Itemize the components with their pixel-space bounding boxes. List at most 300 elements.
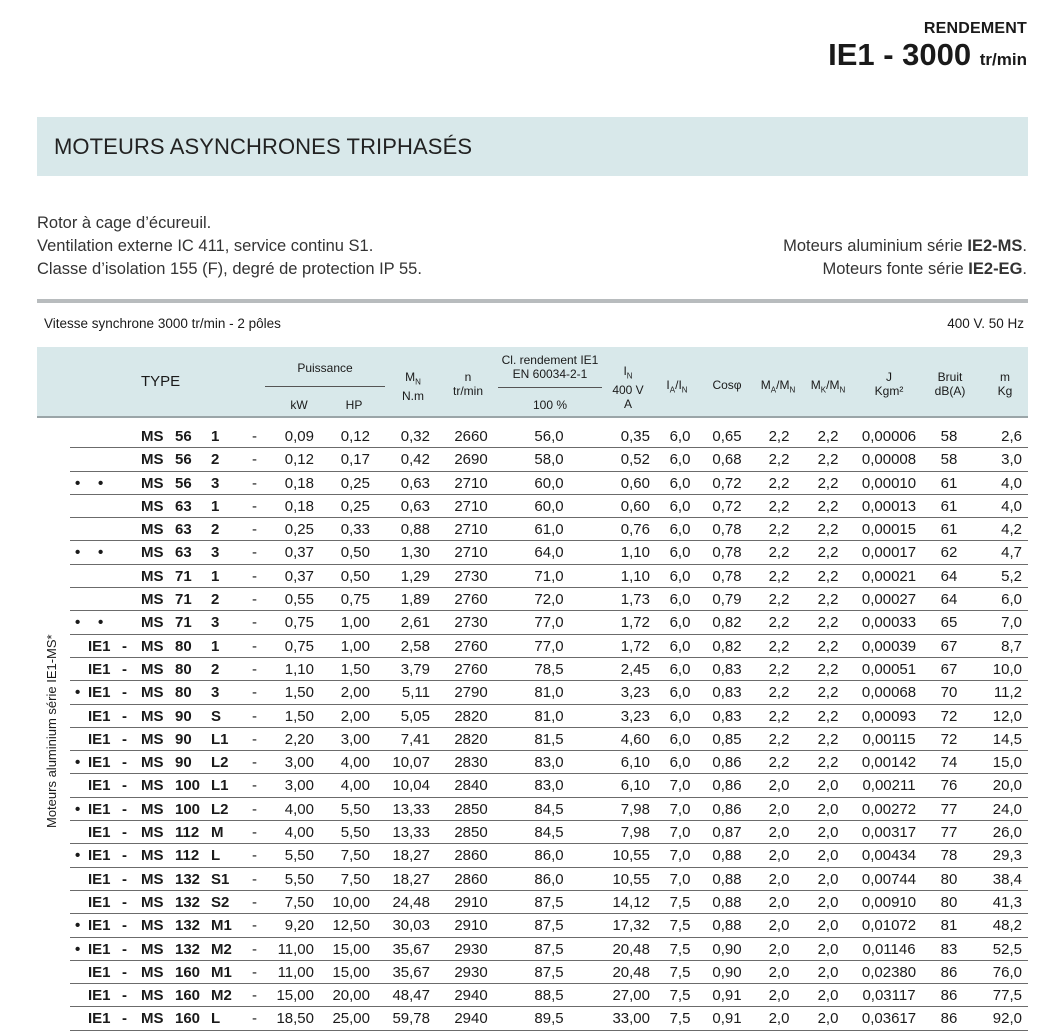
power-factor: 0,88 [712, 893, 742, 911]
ia-in-ratio: 6,0 [669, 428, 691, 445]
rated-torque: 0,32 [400, 428, 430, 445]
side-series-label: Moteurs aluminium série IE1-MS* [44, 634, 59, 828]
col-hp: HP [345, 398, 363, 412]
efficiency-value: 87,5 [534, 893, 564, 911]
power-factor: 0,88 [712, 917, 742, 935]
mk-mn-ratio: 2,2 [817, 730, 839, 748]
type-dash: - [122, 870, 127, 888]
efficiency-value: 87,5 [534, 917, 564, 935]
inertia: 0,00068 [861, 684, 917, 702]
type-dash: - [122, 660, 127, 678]
rated-torque: 13,33 [392, 800, 430, 818]
ma-mn-ratio: 2,0 [768, 917, 790, 935]
rated-current: 1,10 [620, 567, 650, 585]
rated-current: 7,98 [620, 800, 650, 818]
efficiency-value: 88,5 [534, 987, 564, 1005]
rated-current: 0,52 [620, 451, 650, 469]
mass-kg: 48,2 [992, 917, 1022, 935]
power-factor: 0,86 [712, 777, 742, 795]
frame-size: 132 [175, 940, 201, 958]
intro-line: Ventilation externe IC 411, service continu S1. [37, 237, 374, 255]
power-factor: 0,86 [712, 754, 742, 772]
ia-in-ratio: 7,5 [669, 963, 691, 981]
table-row [70, 774, 1028, 797]
variant-code: 3 [211, 614, 220, 632]
power-factor: 0,90 [712, 940, 742, 958]
bullet-mark: • [75, 754, 81, 772]
speed-rpm: 2790 [454, 684, 488, 702]
power-hp: 3,00 [340, 730, 370, 748]
power-hp: 7,50 [340, 870, 370, 888]
power-factor: 0,88 [712, 870, 742, 888]
type-dash: - [122, 917, 127, 935]
header-title-main: IE1 - 3000 [828, 37, 972, 72]
type-dash: - [252, 451, 257, 469]
section-banner [37, 117, 1028, 176]
table-row [70, 751, 1028, 774]
noise-db: 76 [940, 777, 958, 795]
ma-mn-ratio: 2,2 [768, 474, 790, 492]
speed-rpm: 2710 [454, 544, 488, 562]
efficiency-class: IE1 [88, 893, 111, 911]
ma-mn-ratio: 2,2 [768, 451, 790, 469]
ia-in-ratio: 7,5 [669, 1010, 691, 1028]
ma-mn-ratio: 2,0 [768, 847, 790, 865]
series-code: MS [141, 847, 164, 865]
inertia: 0,03617 [861, 1010, 917, 1028]
frame-size: 63 [175, 521, 192, 539]
series-code: MS [141, 660, 164, 678]
table-row [70, 1007, 1028, 1030]
mass-kg: 4,7 [1001, 544, 1022, 562]
bullet-mark: • [75, 847, 81, 865]
efficiency-value: 84,5 [534, 800, 564, 818]
speed-rpm: 2710 [454, 474, 488, 492]
table-row [70, 844, 1028, 867]
variant-code: M [211, 824, 224, 842]
power-hp: 25,00 [332, 1010, 370, 1028]
frame-size: 160 [175, 1010, 201, 1028]
series-code: MS [141, 544, 164, 562]
type-dash: - [122, 730, 127, 748]
efficiency-value: 81,0 [534, 684, 564, 702]
power-hp: 1,00 [340, 637, 370, 655]
divider-rule [37, 299, 1028, 303]
noise-db: 70 [940, 684, 958, 702]
ma-mn-ratio: 2,0 [768, 1010, 790, 1028]
rated-torque: 0,88 [400, 521, 430, 539]
rated-current: 17,32 [612, 917, 650, 935]
intro-line: Classe d’isolation 155 (F), degré de protection IP 55. [37, 260, 422, 278]
variant-code: 3 [211, 544, 220, 562]
ia-in-ratio: 7,5 [669, 893, 691, 911]
noise-db: 67 [940, 660, 958, 678]
speed-rpm: 2730 [454, 567, 488, 585]
mass-kg: 77,5 [992, 987, 1022, 1005]
frame-size: 100 [175, 800, 201, 818]
power-hp: 12,50 [332, 917, 370, 935]
series-code: MS [141, 497, 164, 515]
rated-torque: 18,27 [392, 847, 430, 865]
rated-current: 0,60 [620, 474, 650, 492]
inertia: 0,00010 [861, 474, 917, 492]
mass-kg: 5,2 [1001, 567, 1022, 585]
ma-mn-ratio: 2,2 [768, 544, 790, 562]
mass-kg: 2,6 [1001, 428, 1022, 445]
type-dash: - [252, 614, 257, 632]
type-dash: - [252, 730, 257, 748]
frame-size: 80 [175, 637, 192, 655]
ma-mn-ratio: 2,0 [768, 777, 790, 795]
inertia: 0,00093 [861, 707, 917, 725]
mk-mn-ratio: 2,2 [817, 451, 839, 469]
efficiency-value: 56,0 [534, 428, 564, 445]
type-dash: - [252, 847, 257, 865]
rated-torque: 30,03 [392, 917, 430, 935]
inertia: 0,00013 [861, 497, 917, 515]
noise-db: 61 [940, 521, 958, 539]
power-hp: 0,17 [340, 451, 370, 469]
mass-kg: 10,0 [992, 660, 1022, 678]
mass-kg: 15,0 [992, 754, 1022, 772]
table-row [70, 611, 1028, 634]
power-hp: 2,00 [340, 707, 370, 725]
type-dash: - [122, 637, 127, 655]
ia-in-ratio: 7,0 [669, 800, 691, 818]
speed-rpm: 2710 [454, 497, 488, 515]
type-dash: - [252, 684, 257, 702]
speed-rpm: 2690 [454, 451, 488, 469]
power-factor: 0,83 [712, 660, 742, 678]
noise-db: 65 [940, 614, 958, 632]
series-code: MS [141, 870, 164, 888]
type-dash: - [252, 777, 257, 795]
power-factor: 0,87 [712, 824, 742, 842]
ia-in-ratio: 6,0 [669, 754, 691, 772]
mk-mn-ratio: 2,2 [817, 428, 839, 445]
ma-mn-ratio: 2,0 [768, 800, 790, 818]
variant-code: 1 [211, 428, 220, 445]
power-kw: 5,50 [284, 847, 314, 865]
speed-rpm: 2850 [454, 824, 488, 842]
col-mass: m Kg [997, 370, 1013, 398]
noise-db: 58 [940, 428, 958, 445]
ia-in-ratio: 6,0 [669, 521, 691, 539]
variant-code: M2 [211, 940, 232, 958]
power-factor: 0,91 [712, 987, 742, 1005]
power-factor: 0,68 [712, 451, 742, 469]
ia-in-ratio: 6,0 [669, 707, 691, 725]
intro-right-series: IE2-EG [968, 260, 1023, 278]
ma-mn-ratio: 2,2 [768, 660, 790, 678]
mk-mn-ratio: 2,0 [817, 1010, 839, 1028]
series-code: MS [141, 800, 164, 818]
power-factor: 0,78 [712, 567, 742, 585]
table-body [70, 425, 1028, 1031]
frame-size: 56 [175, 451, 192, 469]
type-dash: - [252, 940, 257, 958]
series-code: MS [141, 567, 164, 585]
efficiency-class: IE1 [88, 1010, 111, 1028]
rated-current: 27,00 [612, 987, 650, 1005]
ia-in-ratio: 6,0 [669, 451, 691, 469]
power-kw: 9,20 [284, 917, 314, 935]
mass-kg: 38,4 [992, 870, 1022, 888]
bullet-mark: • [75, 614, 81, 632]
inertia: 0,00008 [861, 451, 917, 469]
power-hp: 4,00 [340, 777, 370, 795]
variant-code: 2 [211, 660, 220, 678]
efficiency-class: IE1 [88, 917, 111, 935]
power-factor: 0,72 [712, 474, 742, 492]
rated-current: 3,23 [620, 684, 650, 702]
frame-size: 160 [175, 963, 201, 981]
rated-current: 10,55 [612, 847, 650, 865]
table-row [70, 635, 1028, 658]
ma-mn-ratio: 2,2 [768, 730, 790, 748]
mass-kg: 7,0 [1001, 614, 1022, 632]
efficiency-value: 64,0 [534, 544, 564, 562]
variant-code: 1 [211, 637, 220, 655]
power-kw: 1,10 [284, 660, 314, 678]
mass-kg: 24,0 [992, 800, 1022, 818]
frame-size: 71 [175, 567, 192, 585]
mass-kg: 20,0 [992, 777, 1022, 795]
noise-db: 62 [940, 544, 958, 562]
ia-in-ratio: 6,0 [669, 660, 691, 678]
power-kw: 0,75 [284, 614, 314, 632]
type-dash: - [252, 870, 257, 888]
ia-in-ratio: 6,0 [669, 684, 691, 702]
power-kw: 5,50 [284, 870, 314, 888]
mk-mn-ratio: 2,2 [817, 637, 839, 655]
mass-kg: 4,0 [1001, 497, 1022, 515]
type-dash: - [252, 707, 257, 725]
speed-rpm: 2940 [454, 987, 488, 1005]
col-ma-mn: $M_A/M_N$ [760, 378, 796, 395]
ma-mn-ratio: 2,2 [768, 754, 790, 772]
power-kw: 0,18 [284, 497, 314, 515]
variant-code: S [211, 707, 222, 725]
series-code: MS [141, 521, 164, 539]
efficiency-class: IE1 [88, 637, 111, 655]
mk-mn-ratio: 2,0 [817, 963, 839, 981]
power-factor: 0,85 [712, 730, 742, 748]
efficiency-value: 77,0 [534, 637, 564, 655]
mk-mn-ratio: 2,2 [817, 614, 839, 632]
ia-in-ratio: 7,0 [669, 870, 691, 888]
col-efficiency-underline [498, 387, 602, 388]
ia-in-ratio: 6,0 [669, 591, 691, 609]
power-kw: 0,37 [284, 567, 314, 585]
type-dash: - [252, 544, 257, 562]
frame-size: 132 [175, 870, 201, 888]
speed-rpm: 2820 [454, 730, 488, 748]
power-kw: 7,50 [284, 893, 314, 911]
ma-mn-ratio: 2,2 [768, 497, 790, 515]
efficiency-value: 84,5 [534, 824, 564, 842]
frame-size: 80 [175, 684, 192, 702]
power-kw: 0,75 [284, 637, 314, 655]
variant-code: 1 [211, 567, 220, 585]
col-efficiency-unit: 100 % [532, 398, 568, 412]
mass-kg: 92,0 [992, 1010, 1022, 1028]
rated-current: 1,72 [620, 637, 650, 655]
intro-right-series: IE2-MS [967, 237, 1023, 255]
type-dash: - [252, 660, 257, 678]
bullet-mark: • [75, 917, 81, 935]
variant-code: S1 [211, 870, 230, 888]
frame-size: 80 [175, 660, 192, 678]
series-code: MS [141, 428, 164, 445]
rated-torque: 10,04 [392, 777, 430, 795]
frame-size: 132 [175, 893, 201, 911]
rated-current: 1,10 [620, 544, 650, 562]
power-kw: 1,50 [284, 684, 314, 702]
col-in: $I_N$ 400 V A [612, 364, 644, 412]
table-row [70, 938, 1028, 961]
rated-current: 7,98 [620, 824, 650, 842]
efficiency-value: 58,0 [534, 451, 564, 469]
rated-torque: 2,58 [400, 637, 430, 655]
frame-size: 71 [175, 591, 192, 609]
type-dash: - [122, 963, 127, 981]
efficiency-value: 60,0 [534, 497, 564, 515]
rated-torque: 35,67 [392, 963, 430, 981]
intro-right-line [783, 258, 1027, 281]
mass-kg: 29,3 [992, 847, 1022, 865]
variant-code: 1 [211, 497, 220, 515]
type-dash: - [122, 940, 127, 958]
rated-current: 6,10 [620, 777, 650, 795]
rated-current: 3,23 [620, 707, 650, 725]
efficiency-value: 83,0 [534, 777, 564, 795]
mass-kg: 12,0 [992, 707, 1022, 725]
efficiency-class: IE1 [88, 754, 111, 772]
inertia: 0,00434 [861, 847, 917, 865]
mk-mn-ratio: 2,2 [817, 521, 839, 539]
frame-size: 100 [175, 777, 201, 795]
speed-rpm: 2910 [454, 893, 488, 911]
efficiency-value: 72,0 [534, 591, 564, 609]
intro-right-suffix: . [1022, 260, 1027, 278]
power-kw: 0,37 [284, 544, 314, 562]
type-dash: - [122, 893, 127, 911]
mass-kg: 41,3 [992, 893, 1022, 911]
mk-mn-ratio: 2,2 [817, 544, 839, 562]
rated-torque: 24,48 [392, 893, 430, 911]
noise-db: 77 [940, 800, 958, 818]
ma-mn-ratio: 2,0 [768, 940, 790, 958]
bullet-mark: • [75, 684, 81, 702]
rated-torque: 10,07 [392, 754, 430, 772]
table-header-rule [37, 416, 1028, 418]
power-hp: 4,00 [340, 754, 370, 772]
type-dash: - [252, 800, 257, 818]
ia-in-ratio: 7,5 [669, 940, 691, 958]
efficiency-value: 89,5 [534, 1010, 564, 1028]
rated-torque: 5,05 [400, 707, 430, 725]
noise-db: 80 [940, 870, 958, 888]
inertia: 0,00910 [861, 893, 917, 911]
table-row [70, 448, 1028, 471]
table-row [70, 705, 1028, 728]
speed-rpm: 2820 [454, 707, 488, 725]
bullet-mark: • [75, 800, 81, 818]
speed-rpm: 2760 [454, 591, 488, 609]
variant-code: M1 [211, 963, 232, 981]
type-dash: - [122, 987, 127, 1005]
mk-mn-ratio: 2,2 [817, 591, 839, 609]
intro-line: Rotor à cage d’écureuil. [37, 214, 212, 232]
efficiency-class: IE1 [88, 730, 111, 748]
power-factor: 0,83 [712, 684, 742, 702]
inertia: 0,00039 [861, 637, 917, 655]
ma-mn-ratio: 2,0 [768, 824, 790, 842]
ma-mn-ratio: 2,2 [768, 637, 790, 655]
table-row [70, 472, 1028, 495]
series-code: MS [141, 824, 164, 842]
series-code: MS [141, 707, 164, 725]
power-hp: 0,33 [340, 521, 370, 539]
mass-kg: 4,2 [1001, 521, 1022, 539]
power-kw: 1,50 [284, 707, 314, 725]
rated-torque: 0,42 [400, 451, 430, 469]
power-hp: 0,50 [340, 544, 370, 562]
ia-in-ratio: 7,0 [669, 824, 691, 842]
efficiency-class: IE1 [88, 800, 111, 818]
mk-mn-ratio: 2,0 [817, 870, 839, 888]
variant-code: 2 [211, 451, 220, 469]
inertia: 0,00021 [861, 567, 917, 585]
inertia: 0,00317 [861, 824, 917, 842]
table-row [70, 821, 1028, 844]
efficiency-class: IE1 [88, 707, 111, 725]
frame-size: 112 [175, 824, 200, 842]
type-dash: - [252, 754, 257, 772]
type-dash: - [252, 428, 257, 445]
inertia: 0,00211 [862, 777, 916, 795]
type-dash: - [122, 684, 127, 702]
noise-db: 77 [940, 824, 958, 842]
header-label: RENDEMENT [923, 20, 1027, 37]
inertia: 0,00027 [861, 591, 917, 609]
series-code: MS [141, 614, 164, 632]
noise-db: 72 [940, 707, 958, 725]
noise-db: 58 [940, 451, 958, 469]
speed-rpm: 2930 [454, 940, 488, 958]
power-kw: 4,00 [284, 824, 314, 842]
mk-mn-ratio: 2,2 [817, 497, 839, 515]
rated-current: 1,72 [620, 614, 650, 632]
mk-mn-ratio: 2,0 [817, 800, 839, 818]
speed-rpm: 2730 [454, 614, 488, 632]
series-code: MS [141, 591, 164, 609]
inertia: 0,00115 [862, 730, 916, 748]
type-dash: - [122, 824, 127, 842]
variant-code: L1 [211, 730, 229, 748]
voltage-label: 400 V. 50 Hz [947, 316, 1024, 331]
power-kw: 0,09 [284, 428, 314, 445]
series-code: MS [141, 730, 164, 748]
efficiency-value: 83,0 [534, 754, 564, 772]
ia-in-ratio: 6,0 [669, 614, 691, 632]
ma-mn-ratio: 2,0 [768, 987, 790, 1005]
rated-current: 20,48 [612, 963, 650, 981]
variant-code: L [211, 1010, 221, 1028]
ma-mn-ratio: 2,2 [768, 567, 790, 585]
power-hp: 2,00 [340, 684, 370, 702]
